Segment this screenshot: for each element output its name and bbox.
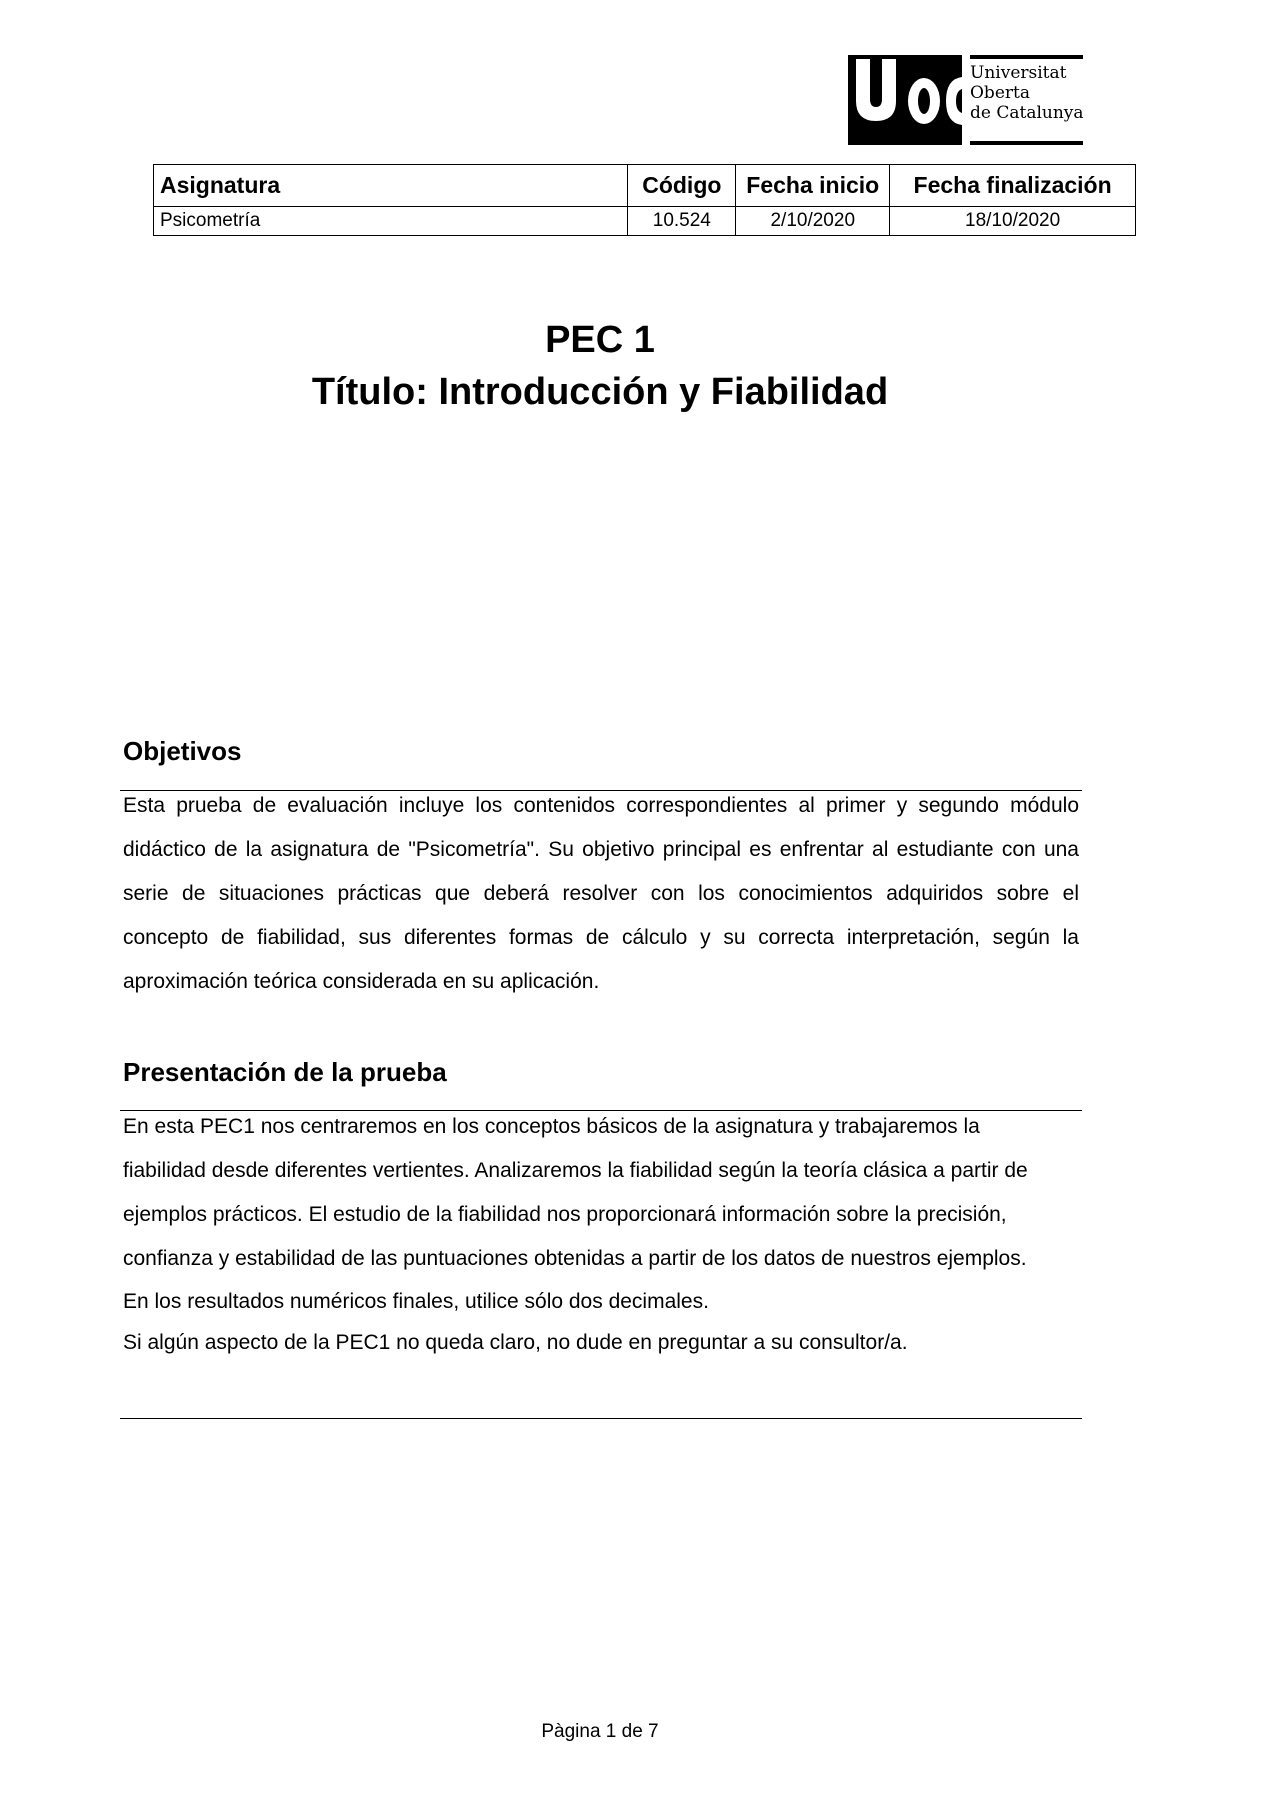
paragraph-line: concepto de fiabilidad, sus diferentes formas de cálculo y su correcta interpretación, según la — [123, 926, 1079, 949]
paragraph-line: ejemplos prácticos. El estudio de la fiabilidad nos proporcionará información sobre la precisión, — [123, 1203, 1007, 1226]
closing-rule — [120, 1418, 1082, 1419]
cell-fecha-finalizacion: 18/10/2020 — [890, 207, 1136, 236]
paragraph-line: En los resultados numéricos finales, utilice sólo dos decimales. — [123, 1290, 709, 1313]
cell-codigo: 10.524 — [628, 207, 736, 236]
uoc-logo-mark — [848, 55, 962, 145]
header-fecha-finalizacion: Fecha finalización — [890, 165, 1136, 207]
page-number: Pàgina 1 de 7 — [541, 1721, 659, 1742]
logo-text-line: Universitat — [970, 63, 1067, 83]
paragraph-line: didáctico de la asignatura de "Psicometría". Su objetivo principal es enfrentar al estudiante con una — [123, 838, 1079, 861]
table-header-row — [154, 165, 1136, 207]
cell-fecha-inicio: 2/10/2020 — [736, 207, 890, 236]
presentacion-paragraph — [123, 1105, 1079, 1363]
paragraph-line: Si algún aspecto de la PEC1 no queda claro, no dude en preguntar a su consultor/a. — [123, 1331, 908, 1354]
document-title — [0, 314, 1200, 418]
logo-bar-top — [970, 55, 1083, 59]
logo-text-line: Oberta — [970, 83, 1030, 103]
course-info-table — [153, 164, 1136, 236]
header-codigo: Código — [628, 165, 736, 207]
title-line-2: Título: Introducción y Fiabilidad — [311, 371, 889, 413]
paragraph-line: fiabilidad desde diferentes vertientes. Analizaremos la fiabilidad según la teoría clásica a partir de — [123, 1159, 1028, 1182]
logo-text-line: de Catalunya — [970, 103, 1084, 123]
presentacion-heading: Presentación de la prueba — [123, 1057, 447, 1087]
uoc-logo — [848, 55, 1083, 147]
paragraph-line: Esta prueba de evaluación incluye los contenidos correspondientes al primer y segundo módulo — [123, 794, 1079, 817]
paragraph-line: serie de situaciones prácticas que deberá resolver con los conocimientos adquiridos sobre el — [123, 882, 1079, 905]
objetivos-heading: Objetivos — [123, 736, 242, 766]
cell-asignatura: Psicometría — [154, 207, 628, 236]
logo-text — [970, 63, 1084, 123]
title-line-1: PEC 1 — [545, 319, 655, 361]
header-asignatura: Asignatura — [154, 165, 628, 207]
table-row — [154, 207, 1136, 236]
objetivos-paragraph — [123, 784, 1079, 1004]
logo-bar-bottom — [970, 141, 1083, 145]
paragraph-line: aproximación teórica considerada en su aplicación. — [123, 970, 600, 993]
header-fecha-inicio: Fecha inicio — [736, 165, 890, 207]
paragraph-line: En esta PEC1 nos centraremos en los conceptos básicos de la asignatura y trabajaremos la — [123, 1115, 980, 1138]
paragraph-line: confianza y estabilidad de las puntuaciones obtenidas a partir de los datos de nuestros ejemplos. — [123, 1247, 1027, 1270]
